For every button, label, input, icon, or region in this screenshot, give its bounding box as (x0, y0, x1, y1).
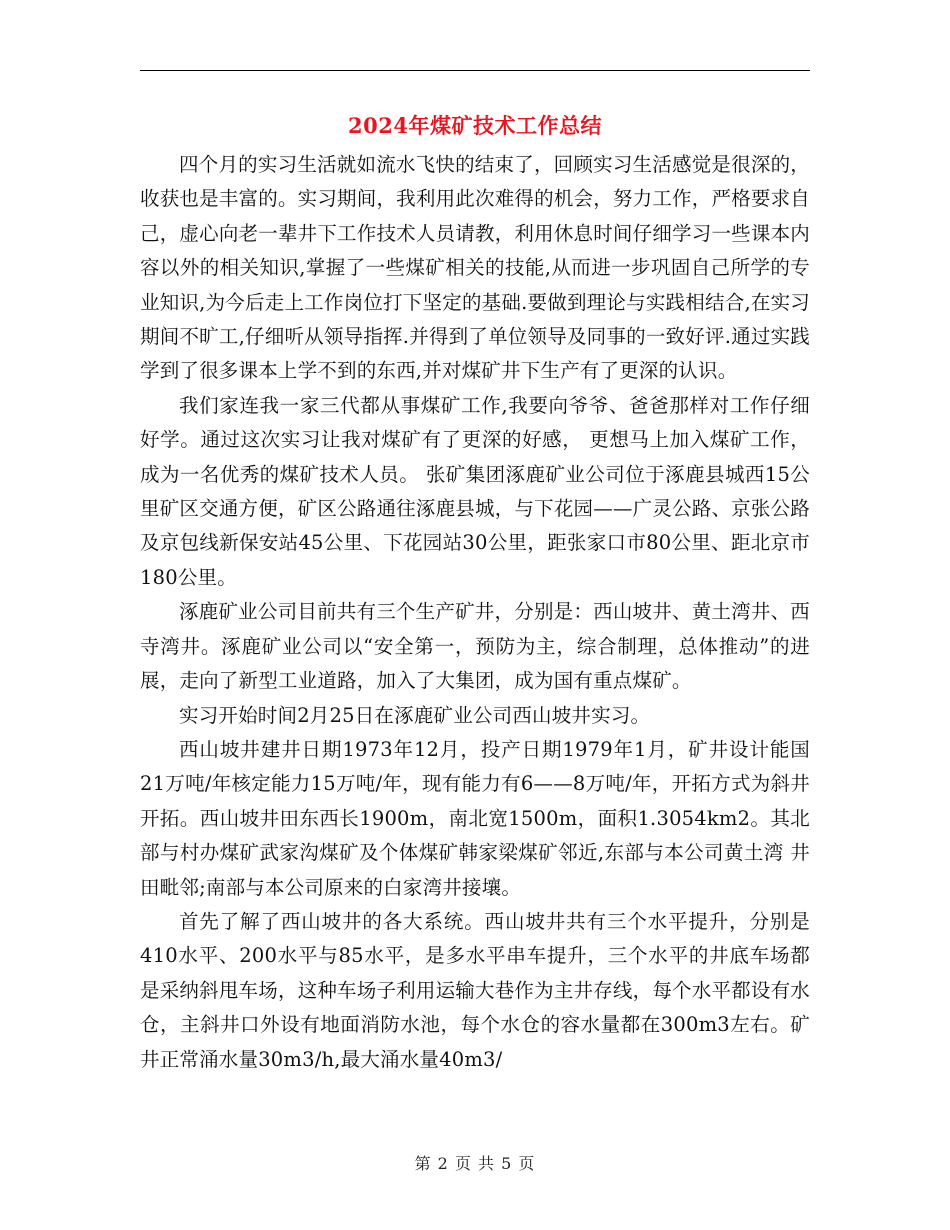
paragraph-1: 四个月的实习生活就如流水飞快的结束了，回顾实习生活感觉是很深的，收获也是丰富的。实习期间，我利用此次难得的机会，努力工作，严格要求自己，虚心向老一辈井下工作技术人员请教，利用休息时间仔细学习一些课本内容以外的相关知识,掌握了一些煤矿相关的技能,从而进一步巩固自己所学的专业知识,为今后走上工作岗位打下坚定的基础.要做到理论与实践相结合,在实习期间不旷工,仔细听从领导指挥.并得到了单位领导及同事的一致好评.通过实践学到了很多课本上学不到的东西,并对煤矿井下生产有了更深的认识。 (140, 153, 810, 383)
header-rule (140, 70, 810, 71)
document-body (140, 148, 810, 1077)
paragraph-4: 实习开始时间2月25日在涿鹿矿业公司西山坡井实习。 (179, 703, 651, 727)
paragraph-2: 我们家连我一家三代都从事煤矿工作,我要向爷爷、爸爸那样对工作仔细好学。通过这次实习让我对煤矿有了更深的好感， 更想马上加入煤矿工作，成为一名优秀的煤矿技术人员。 张矿集团涿鹿矿业公司位于涿鹿县城西15公里矿区交通方便，矿区公路通往涿鹿县城，与下花园——广灵公路、京张公路及京包线新保安站45公里、下花园站30公里，距张家口市80公里、距北京市180公里。 (140, 393, 810, 589)
paragraph-5: 西山坡井建井日期1973年12月，投产日期1979年1月，矿井设计能国21万吨/年核定能力15万吨/年，现有能力有6——8万吨/年，开拓方式为斜井开拓。西山坡井田东西长1900m，南北宽1500m，面积1.3054km2。其北部与村办煤矿武家沟煤矿及个体煤矿韩家梁煤矿邻近,东部与本公司黄土湾 井田毗邻;南部与本公司原来的白家湾井接壤。 (140, 737, 810, 899)
paragraph-3: 涿鹿矿业公司目前共有三个生产矿井，分别是：西山坡井、黄土湾井、西寺湾井。涿鹿矿业公司以“安全第一，预防为主，综合制理，总体推动”的进展，走向了新型工业道路，加入了大集团，成为国有重点煤矿。 (140, 600, 810, 693)
page-number: 第 2 页 共 5 页 (414, 1154, 536, 1173)
document-title: 2024年煤矿技术工作总结 (348, 113, 602, 138)
paragraph-6: 首先了解了西山坡井的各大系统。西山坡井共有三个水平提升，分别是410水平、200水平与85水平，是多水平串车提升，三个水平的井底车场都是采纳斜甩车场，这种车场子利用运输大巷作为主井存线，每个水平都设有水仓，主斜井口外设有地面消防水池，每个水仓的容水量都在300m3左右。矿井正常涌水量30m3/h,最大涌水量40m3/ (140, 909, 810, 1071)
